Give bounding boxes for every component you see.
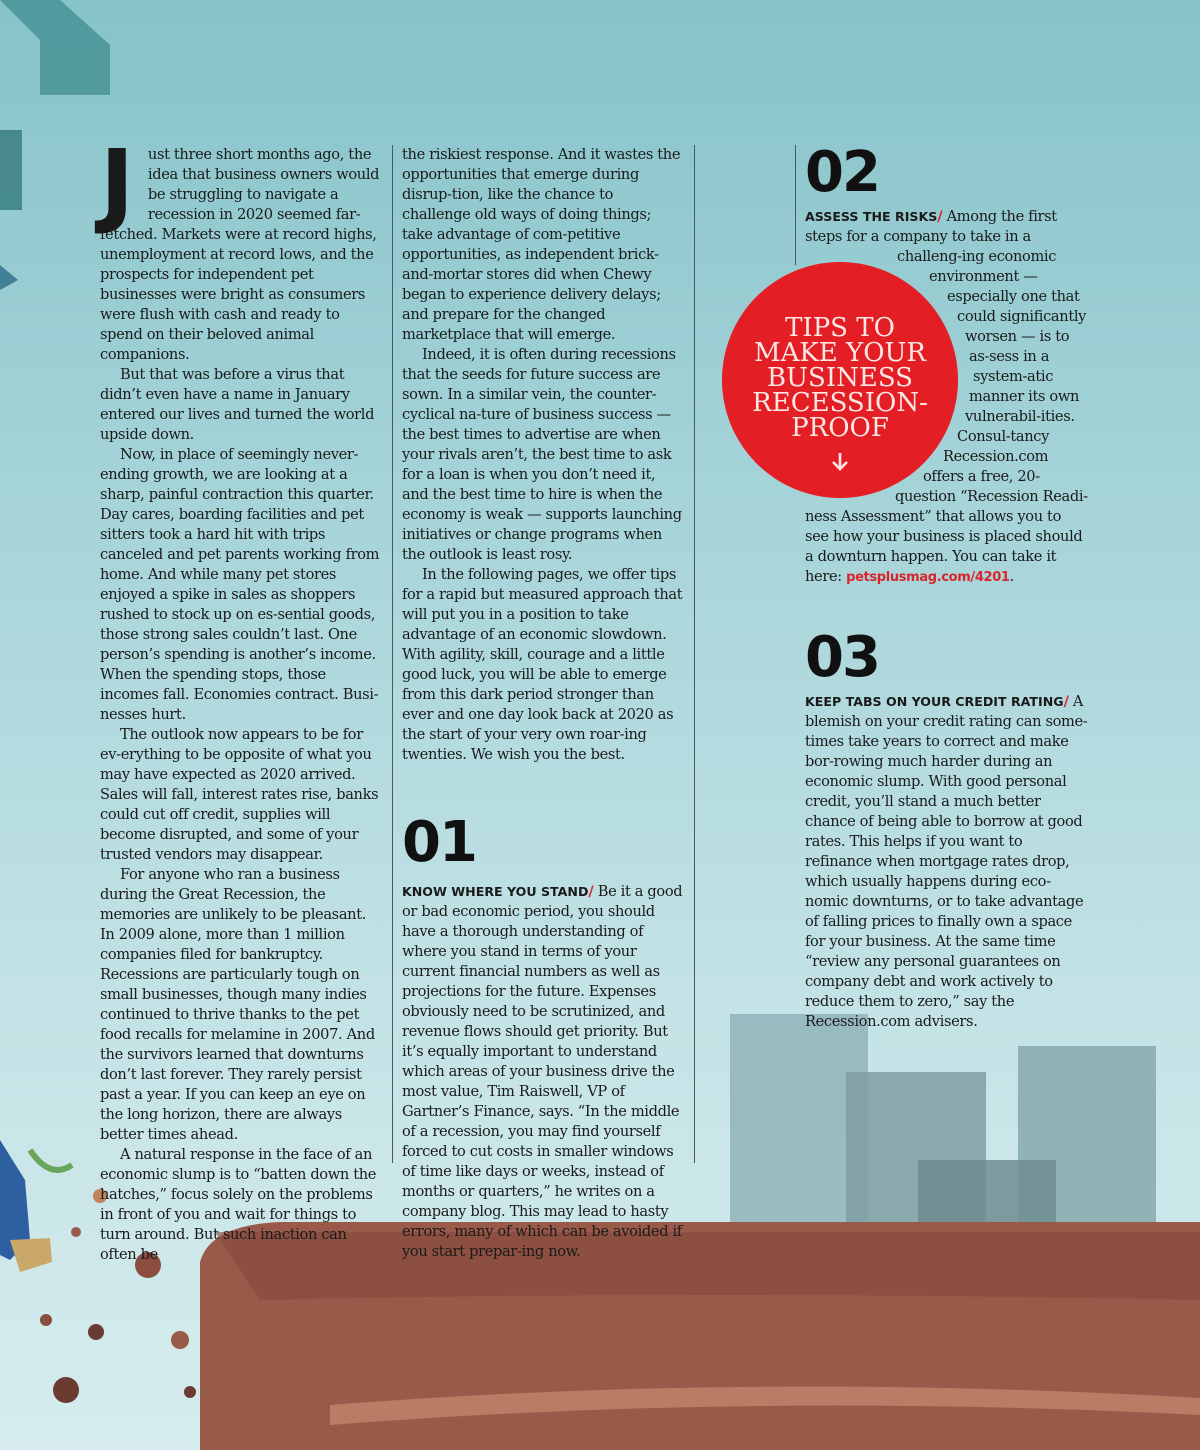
tip-number: 03	[805, 625, 879, 690]
rock	[171, 1331, 189, 1349]
tip-body	[805, 692, 1088, 1032]
paragraph: ust three short months ago, the idea that business owners would be struggling to navigate a recession in 2020 seemed far-fetched. Markets were at record highs, unemployment at record lows, and the prospects for independent pet businesses were bright as consumers were flush with cash and ready to spend on their beloved animal companions.	[100, 146, 380, 363]
tip-heading: KEEP TABS ON YOUR CREDIT RATING	[805, 694, 1064, 709]
rock	[184, 1386, 196, 1398]
rock	[71, 1227, 81, 1237]
tip-03	[805, 625, 1088, 1032]
tip-heading: KNOW WHERE YOU STAND	[402, 884, 589, 899]
tip-01	[402, 810, 685, 1262]
paragraph: For anyone who ran a business during the Great Recession, the memories are unlikely to be pleasant. In 2009 alone, more than 1 million companies filed for bankruptcy. Recessions are particularly tough on small businesses, though many indies continued to thrive thanks to the pet food recalls for melamine in 2007. And the survivors learned that downturns don’t last forever. They rarely persist past a year. If you can keep an eye on the long horizon, there are always better times ahead.	[100, 866, 375, 1143]
tip-number: 01	[402, 810, 476, 875]
tip-number: 02	[805, 140, 879, 205]
paragraph: the riskiest response. And it wastes the opportunities that emerge during disrup-tion, like the chance to challenge old ways of doing things; take advantage of com-petitive opportunities, as independent brick-and-mortar stores did when Chewy began to experience delivery delays; and prepare for the changed marketplace that will emerge.	[402, 146, 681, 343]
tips-badge	[722, 262, 958, 498]
drop-cap: J	[100, 130, 134, 237]
slash-divider: /	[1063, 693, 1069, 710]
rock	[40, 1314, 52, 1326]
assessment-link[interactable]: petsplusmag.com/4201	[846, 570, 1010, 585]
paragraph: Now, in place of seemingly never-ending growth, we are looking at a sharp, painful contraction this quarter. Day cares, boarding facilities and pet sitters took a hard hit with trips canceled and pet parents working from home. And while many pet stores enjoyed a spike in sales as shoppers rushed to stock up on es-sential goods, those strong sales couldn’t last. One person’s spending is another’s income. When the spending stops, those incomes fall. Economies contract. Busi-nesses hurt.	[100, 446, 380, 723]
tip-heading: ASSESS THE RISKS	[805, 209, 938, 224]
tip-body: ASSESS THE RISKS/ Among the first steps for a company to take in a challeng-ing economic environment — especially one that could significantly worsen — is to as-sess in a system-atic manner its own vulnerabil-ities. Consul-tancy Recession.com offers a free, 20-question “Recession Readi-ness Assessment” that allows you to see how your business is placed should a downturn happen. You can take it here: petsplusmag.com/4201.	[805, 208, 1088, 585]
arrow-down-icon	[831, 452, 849, 472]
arrow-fragment-icon	[0, 130, 22, 210]
scarf	[30, 1150, 72, 1170]
paragraph: A natural response in the face of an economic slump is to “batten down the hatches,” focus solely on the problems in front of you and wait for things to turn around. But such inaction can often be	[100, 1146, 377, 1263]
paragraph: Indeed, it is often during recessions that the seeds for future success are sown. In a similar vein, the counter-cyclical na-ture of business success — the best times to advertise are when your rivals aren’t, the best time to ask for a loan is when you don’t need it, and the best time to hire is when the economy is weak — supports launching initiatives or change programs when the outlook is least rosy.	[402, 346, 682, 563]
article-column-2	[402, 145, 685, 1262]
paragraph: In the following pages, we offer tips for a rapid but measured approach that will put you in a position to take advantage of an economic slowdown. With agility, skill, courage and a little good luck, you will be able to emerge from this dark period stronger than ever and one day look back at 2020 as the start of your very own roar-ing twenties. We wish you the best.	[402, 566, 683, 763]
person-shoe	[10, 1238, 52, 1272]
down-right-arrow-icon	[0, 0, 110, 95]
tip-body	[402, 882, 685, 1262]
tip-text: Among the first steps for a company to take in a challeng-ing economic environment — especially one that could significantly worsen — is to as-sess in a system-atic manner its own vulnerabil-ities. Consul-tancy Recession.com offers a free, 20-question “Recession Readi-ness Assessment” that allows you to see how your business is placed should a downturn happen. You can take it here:	[805, 208, 1088, 585]
rock	[53, 1377, 79, 1403]
column-rule	[392, 145, 393, 1163]
column-rule	[694, 145, 695, 1163]
rock	[88, 1324, 104, 1340]
badge-title: TIPS TO MAKE YOUR BUSINESS RECESSION- PROOF	[752, 313, 928, 443]
tip-text: A blemish on your credit rating can some-times take years to correct and make bor-rowing much harder during an economic slump. With good personal credit, you’ll stand a much better chance of being able to borrow at good rates. This helps if you want to refinance when mortgage rates drop, which usually happens during eco-nomic downturns, or to take advantage of falling prices to finally own a space for your business. At the same time “review any personal guarantees on company debt and work actively to reduce them to zero,” say the Recession.com advisers.	[805, 693, 1088, 1030]
article-column-1	[100, 130, 383, 1265]
column-rule	[795, 145, 796, 265]
tip-text: Be it a good or bad economic period, you should have a thorough understanding of where you stand in terms of your current financial numbers as well as projections for the future. Expenses obviously need to be scrutinized, and revenue flows should get priority. But it’s equally important to understand which areas of your business drive the most value, Tim Raiswell, VP of Gartner’s Finance, says. “In the middle of a recession, you may find yourself forced to cut costs in smaller windows of time like days or weeks, instead of months or quarters,” he writes on a company blog. This may lead to hasty errors, many of which can be avoided if you start prepar-ing now.	[402, 883, 683, 1260]
slash-divider: /	[588, 883, 594, 900]
paragraph: But that was before a virus that didn’t even have a name in January entered our lives and turned the world upside down.	[100, 366, 375, 443]
slash-divider: /	[937, 208, 943, 225]
arrow-tip-icon	[0, 265, 18, 290]
paragraph: The outlook now appears to be for ev-erything to be opposite of what you may have expected as 2020 arrived. Sales will fall, interest rates rise, banks could cut off credit, supplies will become disrupted, and some of your trusted vendors may disappear.	[100, 726, 379, 863]
